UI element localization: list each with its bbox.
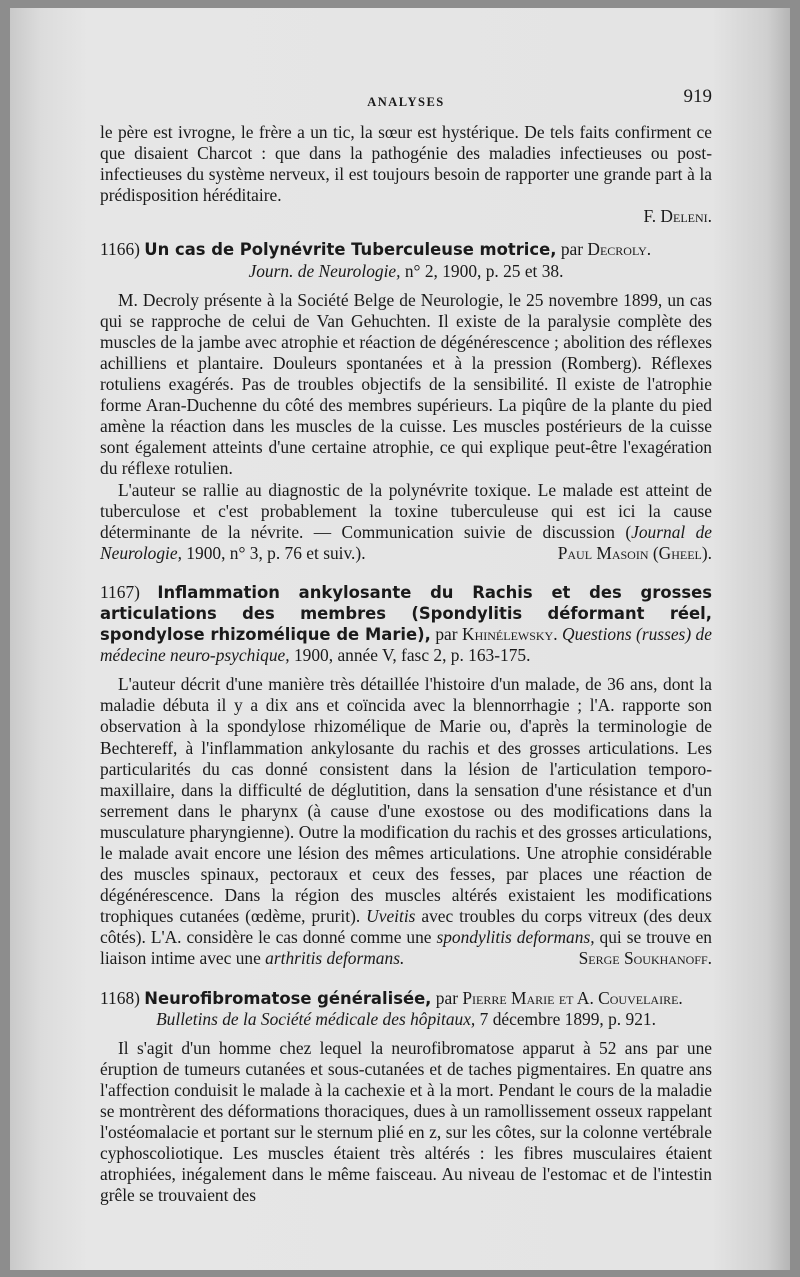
- by-word: par: [435, 624, 458, 645]
- entry-1167-heading: [100, 582, 712, 666]
- entry-1166-heading: [100, 239, 712, 281]
- entry-title: Inflammation ankylosante du Rachis et des grosses articulations des membres (Spondylitis déformant réel, spondylose rhizomélique de Marie),: [100, 582, 712, 645]
- signature: Serge Soukhanoff.: [578, 948, 712, 969]
- signature: Paul Masoin (Gheel).: [557, 542, 712, 563]
- paragraph-text: qui se trouve en liaison intime avec une: [100, 927, 712, 969]
- citation-ref: 7 décembre 1899, p. 921.: [479, 1008, 656, 1029]
- journal-page: [100, 86, 712, 1207]
- entry-author: Decroly.: [587, 239, 652, 260]
- citation-ref: 1900, année V, fasc 2, p. 163-175.: [293, 645, 531, 666]
- paragraph-text: avec troubles du corps vitreux (des deux côtés). L'A. considère le cas donné comme une: [100, 906, 712, 948]
- paragraph-text: L'auteur se rallie au diagnostic de la polynévrite toxique. Le malade est atteint de tuberculose et c'est probablement la toxine tuberculeuse qui est ici la cause déterminante de la névrite. — Communication suivie de discussion (: [100, 479, 712, 542]
- entry-1166-paragraph-2: [100, 480, 712, 564]
- continued-text: le père est ivrogne, le frère a un tic, la sœur est hystérique. De tels faits confirment ce que disaient Charcot : que dans la pathogénie des maladies infectieuses ou post-infectieuses du système nerveux, il est toujours besoin de rapporter une grande part à la prédisposition héréditaire.: [100, 122, 712, 206]
- journal-name: Questions (russes) de médecine neuro-psychique,: [100, 624, 712, 666]
- entry-1168-heading: [100, 988, 712, 1030]
- citation: [100, 261, 712, 282]
- citation-ref: n° 2, 1900, p. 25 et 38.: [404, 260, 564, 281]
- journal-name: Bulletins de la Société médicale des hôpitaux,: [156, 1008, 476, 1029]
- journal-name: Journ. de Neurologie,: [248, 260, 401, 281]
- citation: [100, 1009, 712, 1030]
- signature: F. Deleni.: [643, 206, 712, 227]
- by-word: par: [560, 239, 584, 260]
- entry-1168-paragraph-1: Il s'agit d'un homme chez lequel la neurofibromatose apparut à 52 ans par une éruption de tumeurs cutanées et sous-cutanées et de taches pigmentaires. En quatre ans l'affection conduisit le malade à la cachexie et à la mort. Pendant le cours de la maladie se montrèrent des déformations thoraciques, dues à un ramollissement osseux rappelant l'ostéomalacie et portant sur le sternum plié en z, sur les côtes, sur la colonne vertébrale cyphoscoliotique. Les muscles étaient très altérés : les fibres musculaires étaient atrophiées, inégalement dans le même faisceau. Au niveau de l'estomac et de l'intestin grêle se trouvaient des: [100, 1037, 712, 1206]
- paragraph-text: 1900, n° 3, p. 76 et suiv.).: [181, 542, 366, 563]
- paragraph-text: L'auteur décrit d'une manière très détaillée l'histoire d'un malade, de 36 ans, dont la maladie débuta il y a dix ans et coïncida avec la blennorrhagie ; l'A. rapporte son observation à la spondylose rhizomélique de Marie ou, d'après la terminologie de Bechtereff, à l'inflammation ankylosante du rachis et des grosses articulations. Les particularités du cas donné consistent dans la lésion de l'articulation temporo-maxillaire, dans la difficulté de déglutition, dans la sensation d'une résistance et d'un serrement dans le pharynx (à cause d'une exostose ou des modifications dans la musculature pharyngienne). Outre la modification du rachis et des grosses articulations, le malade avait encore une lésion des mêmes articulations. Une atrophie considérable des muscles spinaux, pectoraux et ceux des fesses, par places une réaction de dégénérescence. Dans la région des muscles altérés existaient les modifications trophiques cutanées (œdème, prurit).: [100, 674, 712, 927]
- page-number: 919: [683, 86, 712, 107]
- entry-title: Un cas de Polynévrite Tuberculeuse motrice,: [144, 240, 557, 260]
- latin-term: spondylitis deformans,: [436, 927, 595, 948]
- continued-paragraph: [100, 122, 712, 227]
- latin-term: Uveitis: [366, 906, 416, 927]
- entry-author: Khinélewsky.: [462, 624, 558, 645]
- entry-number: 1168): [100, 987, 140, 1008]
- entry-number: 1166): [100, 239, 140, 260]
- running-header: [100, 86, 712, 122]
- journal-name: Journal de Neurologie,: [100, 521, 712, 563]
- entry-1167-paragraph-1: [100, 674, 712, 969]
- entry-title: Neurofibromatose généralisée,: [144, 988, 432, 1008]
- entry-number: 1167): [100, 581, 140, 602]
- entry-authors: Pierre Marie et A. Couvelaire.: [462, 987, 683, 1008]
- latin-term: arthritis deformans.: [265, 948, 405, 969]
- section-title: ANALYSES: [367, 95, 445, 109]
- by-word: par: [435, 987, 458, 1008]
- entry-1166-paragraph-1: M. Decroly présente à la Société Belge de Neurologie, le 25 novembre 1899, un cas qui se rapproche de celui de Van Gehuchten. Il existe de la paralysie complète des muscles de la jambe avec atrophie et réaction de dégénérescence ; abolition des réflexes achilliens et plantaire. Douleurs spontanées et à la pression (Romberg). Réflexes rotuliens exagérés. Pas de troubles objectifs de la sensibilité. Il existe de l'atrophie forme Aran-Duchenne du côté des membres supérieurs. La piqûre de la plante du pied amène la réaction dans les muscles de la cuisse. Les muscles postérieurs de la cuisse sont également atteints d'une certaine atrophie, ce qui explique peut-être l'exagération du réflexe rotulien.: [100, 289, 712, 479]
